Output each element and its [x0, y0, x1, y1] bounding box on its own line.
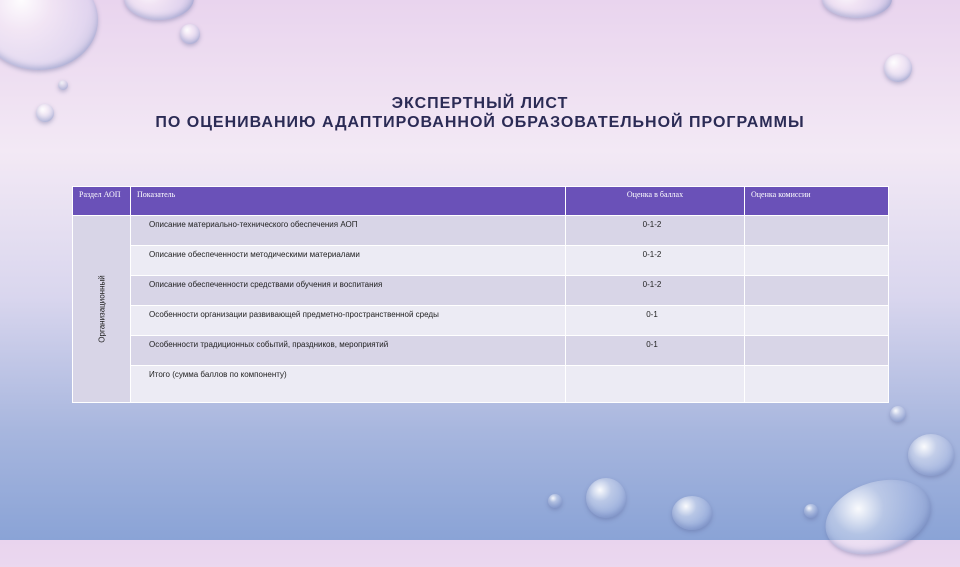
score-cell: 0-1-2 [566, 216, 745, 246]
score-cell: 0-1 [566, 306, 745, 336]
total-commission-cell[interactable] [745, 366, 889, 403]
water-drop-decoration [884, 54, 912, 82]
evaluation-table [72, 186, 889, 403]
table-row-total [73, 366, 889, 403]
table-header-row [73, 187, 889, 216]
page-title [0, 94, 960, 132]
table-row [73, 246, 889, 276]
header-section: Раздел АОП [73, 187, 131, 216]
water-drop-decoration [586, 478, 626, 518]
score-cell: 0-1-2 [566, 276, 745, 306]
commission-cell[interactable] [745, 306, 889, 336]
total-score-cell [566, 366, 745, 403]
commission-cell[interactable] [745, 276, 889, 306]
indicator-cell: Описание обеспеченности средствами обучения и воспитания [131, 276, 566, 306]
water-drop-decoration [672, 496, 712, 530]
section-label: Организационный [97, 275, 106, 343]
header-commission: Оценка комиссии [745, 187, 889, 216]
indicator-cell: Описание материально-технического обеспечения АОП [131, 216, 566, 246]
water-drop-decoration [180, 24, 200, 44]
section-cell [73, 216, 131, 403]
water-drop-decoration [908, 434, 954, 476]
score-cell: 0-1 [566, 336, 745, 366]
commission-cell[interactable] [745, 216, 889, 246]
water-drop-decoration [548, 494, 562, 508]
commission-cell[interactable] [745, 246, 889, 276]
title-line-2: ПО ОЦЕНИВАНИЮ АДАПТИРОВАННОЙ ОБРАЗОВАТЕЛЬНОЙ ПРОГРАММЫ [155, 114, 805, 131]
table-row [73, 306, 889, 336]
water-drop-decoration [58, 80, 68, 90]
water-drop-decoration [124, 0, 194, 20]
score-cell: 0-1-2 [566, 246, 745, 276]
table-row [73, 216, 889, 246]
total-label-cell: Итого (сумма баллов по компоненту) [131, 366, 566, 403]
table-row [73, 336, 889, 366]
header-indicator: Показатель [131, 187, 566, 216]
indicator-cell: Описание обеспеченности методическими материалами [131, 246, 566, 276]
water-drop-decoration [822, 0, 892, 18]
header-score: Оценка в баллах [566, 187, 745, 216]
water-drop-decoration [804, 504, 818, 518]
water-drop-decoration [0, 0, 98, 70]
indicator-cell: Особенности традиционных событий, праздников, мероприятий [131, 336, 566, 366]
water-drop-decoration [816, 467, 940, 567]
commission-cell[interactable] [745, 336, 889, 366]
water-drop-decoration [890, 406, 906, 422]
table-row [73, 276, 889, 306]
title-line-1: ЭКСПЕРТНЫЙ ЛИСТ [391, 95, 569, 112]
indicator-cell: Особенности организации развивающей предметно-пространственной среды [131, 306, 566, 336]
